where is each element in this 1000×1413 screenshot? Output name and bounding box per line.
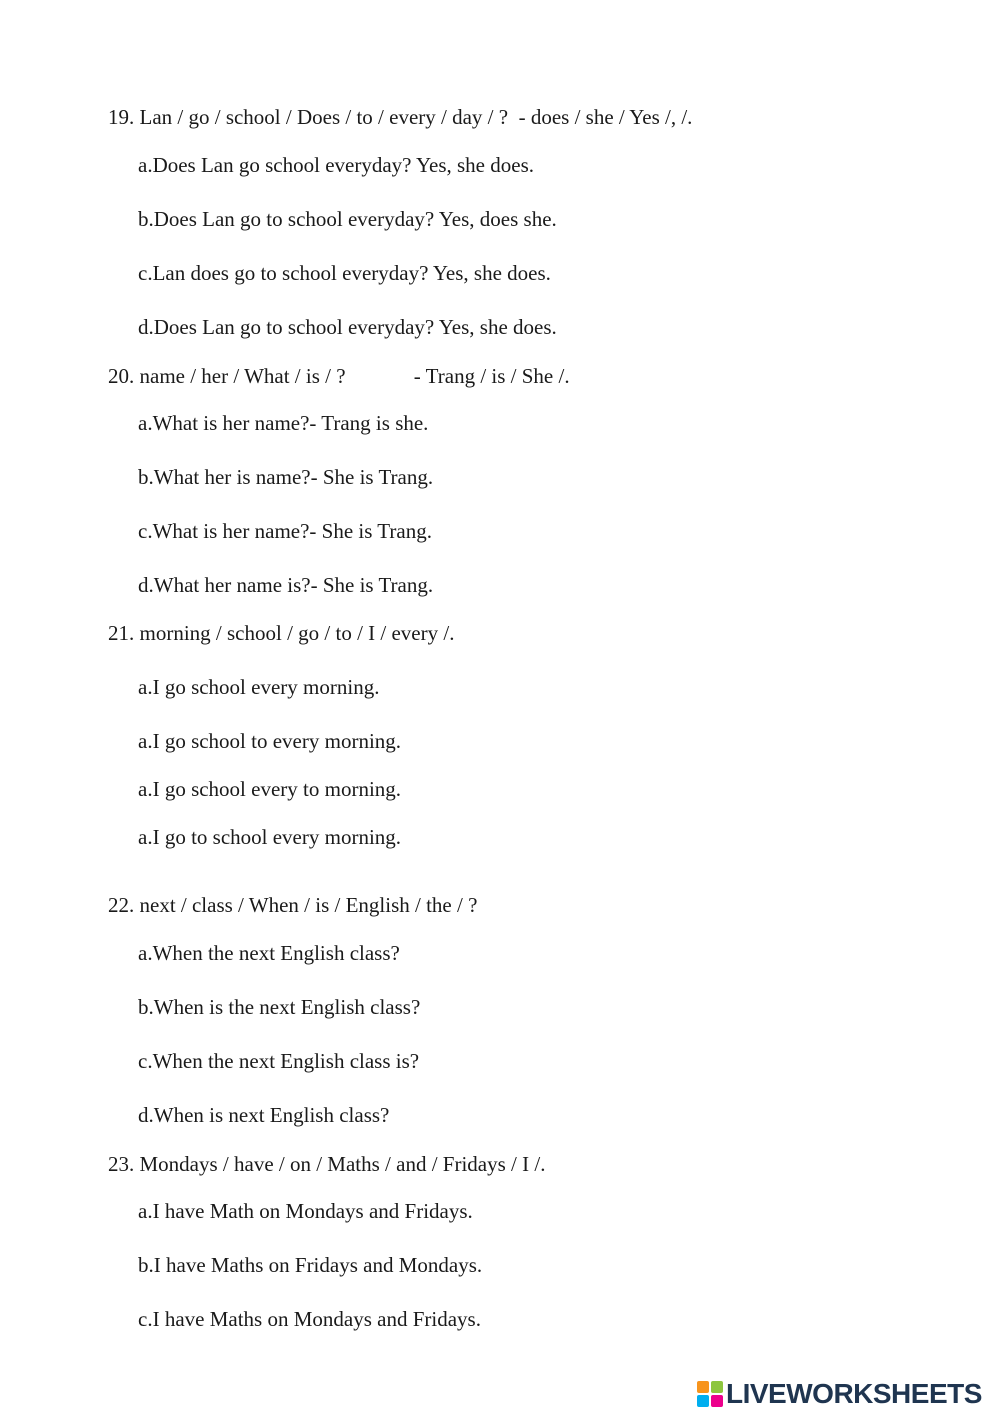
liveworksheets-logo-icon <box>697 1381 723 1407</box>
logo-square-pink <box>711 1395 723 1407</box>
question-23-option-b: b.I have Maths on Fridays and Mondays. <box>138 1253 483 1277</box>
question-21-option-1: a.I go school every morning. <box>138 675 380 699</box>
question-22-option-d: d.When is next English class? <box>138 1103 390 1127</box>
question-22-option-a: a.When the next English class? <box>138 941 400 965</box>
question-21-option-4: a.I go to school every morning. <box>138 825 402 849</box>
question-22-option-b: b.When is the next English class? <box>138 995 421 1019</box>
logo-square-orange <box>697 1381 709 1393</box>
question-20-option-c: c.What is her name?- She is Trang. <box>138 519 432 543</box>
question-23-option-a: a.I have Math on Mondays and Fridays. <box>138 1199 473 1223</box>
question-23-option-c: c.I have Maths on Mondays and Fridays. <box>138 1307 481 1331</box>
question-19-prompt: 19. Lan / go / school / Does / to / every / day / ? - does / she / Yes /, /. <box>108 105 693 129</box>
logo-square-blue <box>697 1395 709 1407</box>
question-20-option-d: d.What her name is?- She is Trang. <box>138 573 434 597</box>
liveworksheets-logo <box>697 1378 982 1410</box>
question-21-option-3: a.I go school every to morning. <box>138 777 402 801</box>
question-21-option-2: a.I go school to every morning. <box>138 729 402 753</box>
question-20-option-a: a.What is her name?- Trang is she. <box>138 411 429 435</box>
logo-square-green <box>711 1381 723 1393</box>
question-21-prompt: 21. morning / school / go / to / I / every /. <box>108 621 455 645</box>
question-20-option-b: b.What her is name?- She is Trang. <box>138 465 434 489</box>
question-19-option-d: d.Does Lan go to school everyday? Yes, she does. <box>138 315 557 339</box>
question-19-option-b: b.Does Lan go to school everyday? Yes, does she. <box>138 207 557 231</box>
question-22-option-c: c.When the next English class is? <box>138 1049 420 1073</box>
question-19-option-c: c.Lan does go to school everyday? Yes, she does. <box>138 261 551 285</box>
question-22-prompt: 22. next / class / When / is / English / the / ? <box>108 893 478 917</box>
question-19-option-a: a.Does Lan go school everyday? Yes, she does. <box>138 153 534 177</box>
question-20-prompt: 20. name / her / What / is / ? - Trang / is / She /. <box>108 364 570 388</box>
question-23-prompt: 23. Mondays / have / on / Maths / and / Fridays / I /. <box>108 1152 546 1176</box>
liveworksheets-logo-text: LIVEWORKSHEETS <box>726 1378 982 1409</box>
